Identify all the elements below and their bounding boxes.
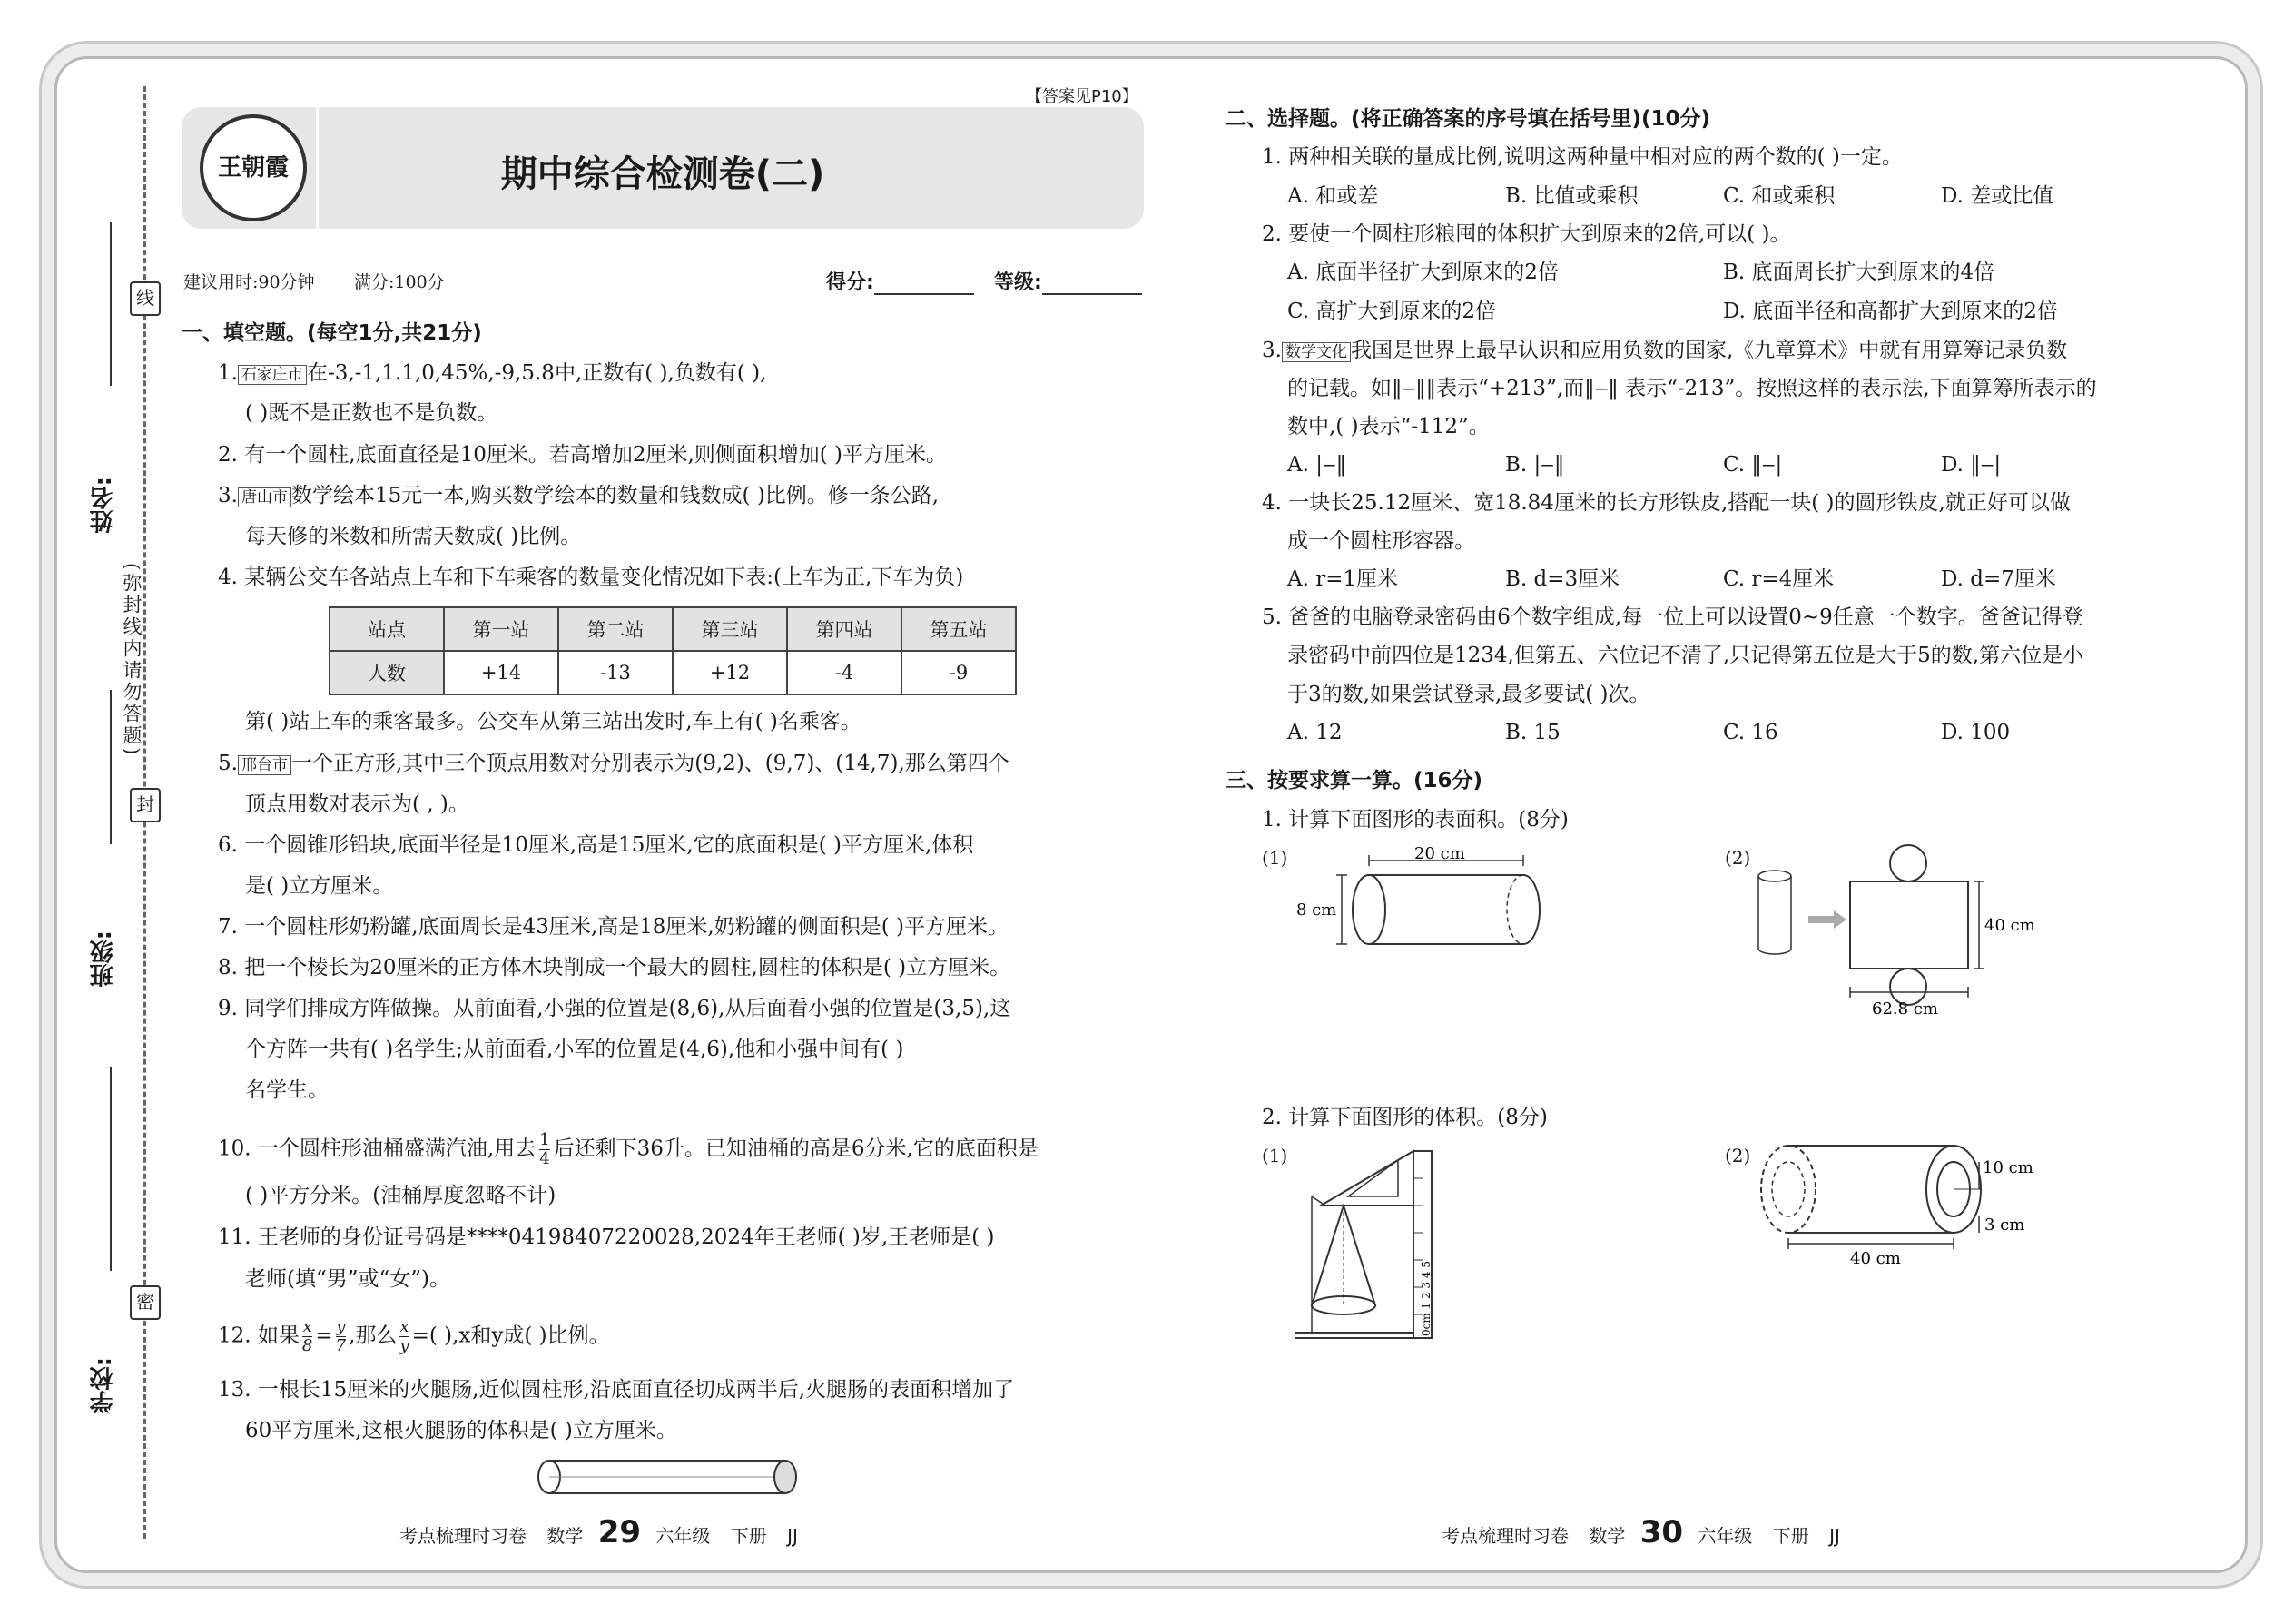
bus-table-header: [330, 607, 1016, 651]
q10-line2: ( )平方分米。(油桶厚度忽略不计): [245, 1184, 556, 1207]
q11-line1: 11. 王老师的身份证号码是****04198407220028,2024年王老师( )岁,王老师是( ): [218, 1225, 995, 1249]
mc-q1-option-b[interactable]: B. 比值或乘积: [1505, 184, 1639, 208]
seal-mark-1: 线: [130, 281, 161, 316]
cylinder1-length-label: 20 cm: [1414, 844, 1465, 863]
mc-q2-option-d[interactable]: D. 底面半径和高都扩大到原来的2倍: [1723, 300, 2058, 323]
table-cell: -9: [901, 651, 1016, 694]
mc-q1-option-d[interactable]: D. 差或比值: [1941, 184, 2054, 208]
footer-book: 考点梳理时习卷: [1442, 1525, 1569, 1547]
q5-line2: 顶点用数对表示为( , )。: [245, 792, 469, 816]
hollow-cylinder-figure: [1752, 1135, 2043, 1271]
table-cell: 第五站: [901, 607, 1016, 651]
q3-region-tag: 唐山市: [238, 487, 291, 507]
q9-line2: 个方阵一共有( )名学生;从前面看,小军的位置是(4,6),他和小强中间有( ): [245, 1038, 904, 1061]
cylinder-figure-1: [1289, 844, 1561, 989]
section3-title: 三、按要求算一算。(16分): [1226, 769, 1483, 792]
inner-radius-label: 10 cm: [1983, 1158, 2033, 1177]
school-label: 学校:: [90, 1357, 117, 1414]
mc-q5-line2: 录密码中前四位是1234,但第五、六位记不清了,只记得第五位是大于5的数,第六位是小: [1287, 644, 2084, 667]
net-width-label: 62.8 cm: [1872, 999, 1938, 1019]
q5-line1: 5. 邢台市 一个正方形,其中三个顶点用数对分别表示为(9,2)、(9,7)、(14,7),那么第四个: [218, 752, 1009, 775]
seal-mark-2: 封: [130, 788, 161, 822]
score-blank[interactable]: [874, 275, 974, 295]
mc-q2-option-c[interactable]: C. 高扩大到原来的2倍: [1287, 300, 1497, 323]
score-field[interactable]: [826, 267, 974, 295]
class-line: [110, 690, 112, 844]
q12-fraction-x8: $\frac{x}{8}$: [301, 1317, 313, 1355]
grade-field[interactable]: [994, 267, 1142, 295]
mc-q2: 2. 要使一个圆柱形粮囤的体积扩大到原来的2倍,可以( )。: [1262, 222, 1791, 246]
footer-volume: 下册: [730, 1525, 767, 1547]
q9-line1: 9. 同学们排成方阵做操。从前面看,小强的位置是(8,6),从后面看小强的位置是(3,5),这: [218, 997, 1011, 1020]
mc-q4-option-a[interactable]: A. r=1厘米: [1287, 567, 1399, 591]
full-score: 满分:100分: [354, 272, 445, 292]
suggested-time: 建议用时:90分钟: [183, 272, 315, 292]
q11-line2: 老师(填“男”或“女”)。: [245, 1267, 450, 1291]
seal-note: (弥封线内请勿答题): [121, 563, 143, 758]
calc-q2-part2-label: (2): [1725, 1145, 1751, 1166]
mc-q1: 1. 两种相关联的量成比例,说明这两种量中相对应的两个数的( )一定。: [1262, 145, 1903, 169]
grade-blank[interactable]: [1042, 275, 1142, 295]
footer-grade: 六年级: [655, 1525, 711, 1547]
mc-q3-culture-tag: 数学文化: [1282, 342, 1351, 362]
score-label: 得分:: [826, 271, 874, 294]
q7: 7. 一个圆柱形奶粉罐,底面周长是43厘米,高是18厘米,奶粉罐的侧面积是( )平方厘米。: [218, 915, 1009, 939]
cone-measure-figure: [1294, 1142, 1457, 1351]
calc-q2: 2. 计算下面图形的体积。(8分): [1262, 1106, 1548, 1129]
calc-q1-part2-label: (2): [1725, 847, 1751, 869]
mc-q3-option-d[interactable]: D. ‖‒|: [1941, 453, 2002, 477]
grade-label: 等级:: [994, 271, 1042, 294]
thickness-label: 3 cm: [1984, 1216, 2025, 1235]
q13-line2: 60平方厘米,这根火腿肠的体积是( )立方厘米。: [245, 1419, 677, 1442]
hollow-length-label: 40 cm: [1850, 1249, 1901, 1268]
answer-reference: 【答案见P10】: [1026, 87, 1138, 106]
cylinder1-diameter-label: 8 cm: [1296, 901, 1337, 920]
mc-q5-option-a[interactable]: A. 12: [1287, 721, 1343, 744]
q1-region-tag: 石家庄市: [238, 365, 307, 385]
mc-q5-option-c[interactable]: C. 16: [1723, 721, 1778, 744]
q6-line2: 是( )立方厘米。: [245, 874, 394, 898]
footer-edition: JJ: [787, 1525, 798, 1547]
q13-line1: 13. 一根长15厘米的火腿肠,近似圆柱形,沿底面直径切成两半后,火腿肠的表面积增加了: [218, 1378, 1015, 1402]
mc-q3-line3: 数中,( )表示“-112”。: [1287, 415, 1490, 438]
title-banner: [182, 107, 1144, 229]
q3-line2: 每天修的米数和所需天数成( )比例。: [245, 525, 582, 548]
q10-line1: 10. 一个圆柱形油桶盛满汽油,用去 $\frac{1}{4}$ 后还剩下36升。已知油桶的高是6分米,它的底面积是: [218, 1130, 1039, 1168]
mc-q3-line1: 3. 数学文化 我国是世界上最早认识和应用负数的国家,《九章算术》中就有用算筹记录负数: [1262, 339, 2068, 362]
q12-fraction-xy: $\frac{x}{y}$: [399, 1317, 409, 1355]
table-cell: 第二站: [558, 607, 673, 651]
q3-line1: 3. 唐山市 数学绘本15元一本,购买数学绘本的数量和钱数成( )比例。修一条公路,: [218, 484, 940, 507]
cylinder-net-figure: [1752, 840, 2043, 1021]
net-height-label: 40 cm: [1984, 916, 2035, 935]
table-cell: +12: [673, 651, 787, 694]
seal-mark-3: 密: [130, 1285, 161, 1320]
q1-line2: ( )既不是正数也不是负数。: [245, 401, 498, 425]
footer-left: [399, 1514, 798, 1550]
table-cell: 第一站: [444, 607, 558, 651]
footer-grade: 六年级: [1698, 1525, 1753, 1547]
mc-q2-option-b[interactable]: B. 底面周长扩大到原来的4倍: [1723, 261, 1995, 284]
bus-table-row: [330, 651, 1016, 694]
mc-q1-option-c[interactable]: C. 和或乘积: [1723, 184, 1836, 208]
mc-q4-option-b[interactable]: B. d=3厘米: [1505, 567, 1620, 591]
q12: 12. 如果 $\frac{x}{8}$ = $\frac{y}{7}$ ,那么 $\frac{x}{y}$ =( ),x和y成( )比例。: [218, 1317, 610, 1355]
section1-title: 一、填空题。(每空1分,共21分): [182, 321, 482, 345]
mc-q3-line2: 的记载。如‖‒‖‖表示“+213”,而‖‒‖ 表示“-213”。按照这样的表示法,下面算筹所表示的: [1287, 377, 2097, 400]
q1-line1: 1. 石家庄市 在-3,-1,1.1,0,45%,-9,5.8中,正数有( ),负数有( ),: [218, 361, 767, 385]
calc-q1: 1. 计算下面图形的表面积。(8分): [1262, 808, 1569, 832]
table-cell: -4: [787, 651, 901, 694]
q6-line1: 6. 一个圆锥形铅块,底面半径是10厘米,高是15厘米,它的底面积是( )平方厘米,体积: [218, 833, 974, 857]
mc-q4-line2: 成一个圆柱形容器。: [1287, 529, 1475, 553]
q10-fraction: $\frac{1}{4}$: [539, 1130, 550, 1168]
q2: 2. 有一个圆柱,底面直径是10厘米。若高增加2厘米,则侧面积增加( )平方厘米。: [218, 443, 948, 467]
footer-volume: 下册: [1772, 1525, 1809, 1547]
q5-region-tag: 邢台市: [238, 755, 291, 775]
mc-q3-option-b[interactable]: B. |‒‖: [1505, 453, 1565, 477]
footer-edition: JJ: [1829, 1525, 1840, 1547]
mc-q1-option-a[interactable]: A. 和或差: [1287, 184, 1379, 208]
ruler-label: 0cm 1 2 3 4 5: [1420, 1261, 1433, 1336]
mc-q3-option-c[interactable]: C. ‖‒|: [1723, 453, 1783, 477]
footer-book: 考点梳理时习卷: [399, 1525, 527, 1547]
mc-q5-option-b[interactable]: B. 15: [1505, 721, 1561, 744]
footer-subject: 数学: [546, 1525, 584, 1547]
class-label: 班级:: [90, 930, 117, 988]
logo-text: 王朝霞: [217, 154, 289, 182]
mc-q5-line1: 5. 爸爸的电脑登录密码由6个数字组成,每一位上可以设置0~9任意一个数字。爸爸记得登: [1262, 605, 2083, 629]
bus-table: [329, 606, 1017, 695]
table-cell: 人数: [330, 651, 444, 694]
school-line: [110, 1067, 112, 1271]
q12-fraction-y7: $\frac{y}{7}$: [335, 1317, 347, 1355]
mc-q4-line1: 4. 一块长25.12厘米、宽18.84厘米的长方形铁皮,搭配一块( )的圆形铁皮,就正好可以做: [1262, 491, 2071, 515]
mc-q4-option-c[interactable]: C. r=4厘米: [1723, 567, 1835, 591]
page-title: 期中综合检测卷(二): [500, 153, 825, 195]
table-cell: 第三站: [673, 607, 787, 651]
mc-q2-option-a[interactable]: A. 底面半径扩大到原来的2倍: [1287, 261, 1559, 284]
page-number: 29: [597, 1514, 642, 1550]
footer-subject: 数学: [1589, 1525, 1626, 1547]
name-label: 姓名:: [90, 477, 117, 534]
table-cell: +14: [444, 651, 558, 694]
q4-answer-line: 第( )站上车的乘客最多。公交车从第三站出发时,车上有( )名乘客。: [245, 710, 861, 733]
q9-line3: 名学生。: [245, 1078, 329, 1102]
calc-q2-part1-label: (1): [1262, 1145, 1288, 1166]
mc-q5-line3: 于3的数,如果尝试登录,最多要试( )次。: [1287, 683, 1650, 706]
mc-q3-option-a[interactable]: A. |‒‖: [1287, 453, 1347, 477]
page-number: 30: [1639, 1514, 1684, 1550]
name-line: [110, 222, 112, 386]
table-cell: -13: [558, 651, 673, 694]
table-cell: 第四站: [787, 607, 901, 651]
q8: 8. 把一个棱长为20厘米的正方体木块削成一个最大的圆柱,圆柱的体积是( )立方厘米。: [218, 956, 1011, 979]
mc-q5-option-d[interactable]: D. 100: [1941, 721, 2011, 744]
table-cell: 站点: [330, 607, 444, 651]
ham-sausage-figure: [531, 1454, 803, 1500]
section2-title: 二、选择题。(将正确答案的序号填在括号里)(10分): [1226, 107, 1711, 131]
footer-right: [1442, 1514, 1840, 1550]
mc-q4-option-d[interactable]: D. d=7厘米: [1941, 567, 2056, 591]
calc-q1-part1-label: (1): [1262, 847, 1288, 869]
q4: 4. 某辆公交车各站点上车和下车乘客的数量变化情况如下表:(上车为正,下车为负): [218, 566, 964, 589]
